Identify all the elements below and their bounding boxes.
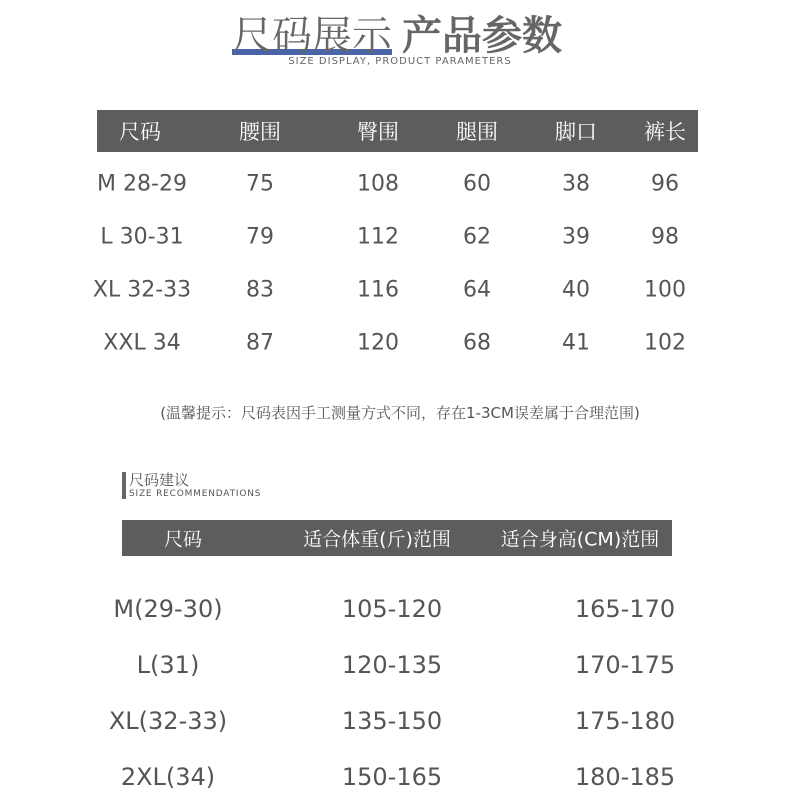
- table-cell: 98: [651, 224, 679, 250]
- table-cell: M(29-30): [113, 595, 223, 623]
- table-cell: 170-175: [574, 651, 676, 679]
- title-bold: 产品参数: [402, 13, 562, 59]
- table-cell: 165-170: [574, 595, 676, 623]
- measurement-note: (温馨提示：尺码表因手工测量方式不同，存在1-3CM误差属于合理范围): [160, 404, 640, 422]
- table-cell: 68: [463, 330, 491, 356]
- column-header: 腿围: [456, 120, 498, 144]
- column-header: 脚口: [555, 120, 597, 144]
- table-cell: 112: [357, 224, 399, 250]
- table-cell: 135-150: [341, 707, 443, 735]
- table-cell: XL(32-33): [108, 707, 228, 735]
- recommend-section-title: [122, 472, 261, 499]
- column-header: 适合体重(斤)范围: [303, 528, 451, 551]
- column-header: 裤长: [644, 120, 686, 144]
- table-cell: 96: [651, 171, 679, 197]
- table-cell: 40: [562, 277, 590, 303]
- recommend-title: 尺码建议: [129, 471, 190, 489]
- table-cell: 39: [562, 224, 590, 250]
- column-header: 尺码: [119, 120, 161, 144]
- table-cell: L 30-31: [100, 224, 184, 250]
- table-cell: 60: [463, 171, 491, 197]
- table-cell: 38: [562, 171, 590, 197]
- table-cell: 102: [644, 330, 686, 356]
- column-header: 尺码: [163, 528, 203, 551]
- table-cell: 150-165: [341, 763, 443, 791]
- recommend-subtitle: SIZE RECOMMENDATIONS: [129, 489, 262, 499]
- table-cell: 175-180: [574, 707, 676, 735]
- page-subtitle: SIZE DISPLAY, PRODUCT PARAMETERS: [288, 56, 512, 67]
- table-cell: 100: [644, 277, 686, 303]
- title-light: 尺码展示: [232, 13, 392, 59]
- table-cell: M 28-29: [97, 171, 187, 197]
- column-header: 臀围: [357, 120, 399, 144]
- table-cell: 116: [357, 277, 399, 303]
- table-cell: 75: [246, 171, 274, 197]
- table-cell: XXL 34: [103, 330, 181, 356]
- recommend-table-header: [122, 520, 672, 556]
- size-table-header: [97, 110, 698, 152]
- table-cell: 64: [463, 277, 491, 303]
- table-cell: 83: [246, 277, 274, 303]
- table-cell: 120: [357, 330, 399, 356]
- table-cell: 108: [357, 171, 399, 197]
- table-cell: 2XL(34): [120, 763, 216, 791]
- column-header: 适合身高(CM)范围: [500, 528, 660, 551]
- column-header: 腰围: [239, 120, 281, 144]
- table-cell: 120-135: [341, 651, 443, 679]
- page-title: [232, 4, 562, 61]
- table-cell: 87: [246, 330, 274, 356]
- table-cell: 105-120: [341, 595, 443, 623]
- table-cell: 79: [246, 224, 274, 250]
- table-cell: 62: [463, 224, 491, 250]
- table-cell: L(31): [136, 651, 200, 679]
- table-cell: 41: [562, 330, 590, 356]
- table-cell: XL 32-33: [92, 277, 192, 303]
- table-cell: 180-185: [574, 763, 676, 791]
